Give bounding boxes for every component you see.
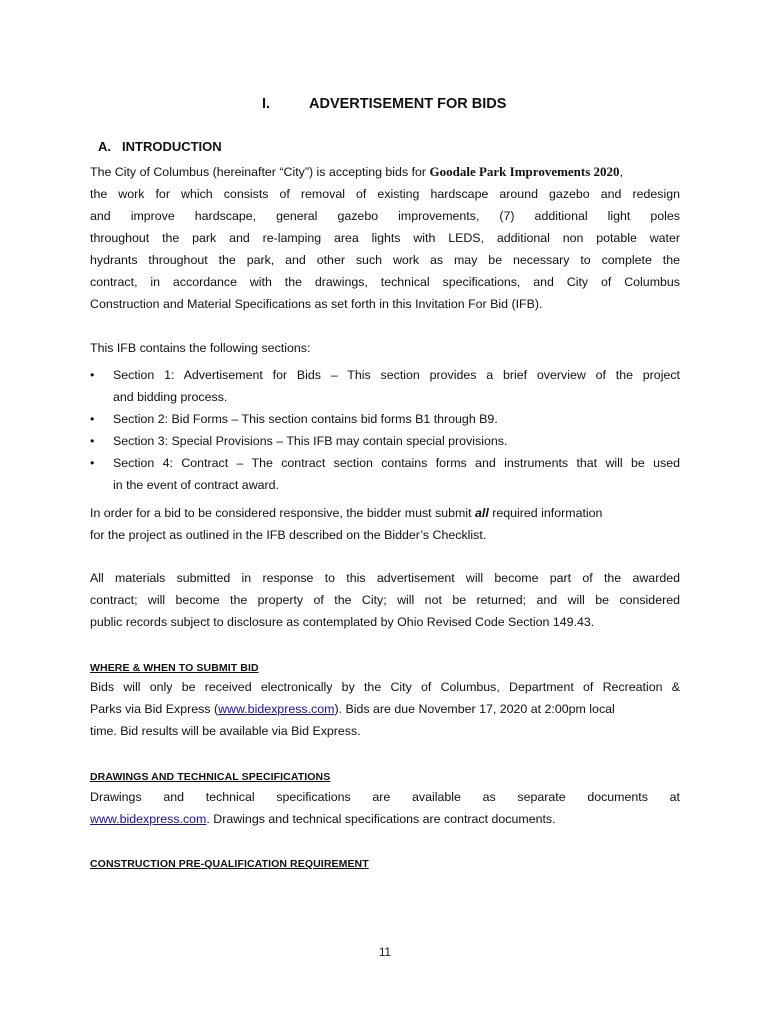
introduction-heading-text: INTRODUCTION <box>122 139 222 154</box>
prequal-heading: CONSTRUCTION PRE-QUALIFICATION REQUIREMENT <box>90 858 369 870</box>
page-number: 11 <box>379 947 391 959</box>
introduction-paragraph <box>90 161 680 315</box>
list-item: • Section 1: Advertisement for Bids – This section provides a brief overview of the project and bidding process. <box>90 364 680 408</box>
intro-line-4: throughout the park and re-lamping area lights with LEDS, additional non potable water <box>90 231 680 245</box>
where-when-paragraph: Bids will only be received electronically by the City of Columbus, Department of Recreation & Parks via Bid Express (www.bidexpress.com). Bids are due November 17, 2020 at 2:00pm local time. Bid results will be available via Bid Express. <box>90 680 680 738</box>
where-when-heading: WHERE & WHEN TO SUBMIT BID <box>90 662 259 674</box>
introduction-letter: A. <box>98 139 111 154</box>
bullet-icon: • <box>90 368 95 382</box>
sections-list <box>90 364 680 496</box>
intro-line-6: contract, in accordance with the drawings, technical specifications, and City of Columbus <box>90 275 680 289</box>
intro-line-7: Construction and Material Specifications as set forth in this Invitation For Bid (IFB). <box>90 297 543 311</box>
list-item: • Section 3: Special Provisions – This IFB may contain special provisions. <box>90 430 680 452</box>
drawings-heading: DRAWINGS AND TECHNICAL SPECIFICATIONS <box>90 771 331 783</box>
drawings-line-1: Drawings and technical specifications are available as separate documents at <box>90 790 680 804</box>
introduction-heading <box>98 139 222 154</box>
bullet-icon: • <box>90 412 95 426</box>
bullet-icon: • <box>90 456 95 470</box>
drawings-paragraph: Drawings and technical specifications are available as separate documents at www.bidexpress.com. Drawings and technical specifications are contract documents. <box>90 786 680 830</box>
bullet-icon: • <box>90 434 95 448</box>
bidexpress-link[interactable]: www.bidexpress.com <box>218 702 335 716</box>
section-title-text: ADVERTISEMENT FOR BIDS <box>309 96 507 112</box>
responsive-paragraph: In order for a bid to be considered responsive, the bidder must submit all required information for the project as outlined in the IFB described on the Bidder’s Checklist. <box>90 506 603 542</box>
intro-line-3: and improve hardscape, general gazebo improvements, (7) additional light poles <box>90 209 680 223</box>
list-item: • Section 2: Bid Forms – This section contains bid forms B1 through B9. <box>90 408 680 430</box>
emphasis-all: all <box>475 506 489 520</box>
bidexpress-link-2[interactable]: www.bidexpress.com <box>90 812 207 826</box>
intro-line-2: the work for which consists of removal of existing hardscape around gazebo and redesign <box>90 187 680 201</box>
intro-line-5: hydrants throughout the park, and other such work as may be necessary to complete the <box>90 253 680 267</box>
list-item: • Section 4: Contract – The contract section contains forms and instruments that will be used in the event of contract award. <box>90 452 680 496</box>
section-number: I. <box>262 96 271 112</box>
materials-paragraph: All materials submitted in response to this advertisement will become part of the awarded contract; will become the property of the City; will not be returned; and will be considered public records subject to disclosure as contemplated by Ohio Revised Code Section 149.43. <box>90 571 680 629</box>
project-name: Goodale Park Improvements 2020 <box>429 164 620 179</box>
intro-line-1: The City of Columbus (hereinafter “City”) is accepting bids for Goodale Park Improvements 2020, <box>90 164 624 179</box>
sections-intro: This IFB contains the following sections: <box>90 341 311 355</box>
